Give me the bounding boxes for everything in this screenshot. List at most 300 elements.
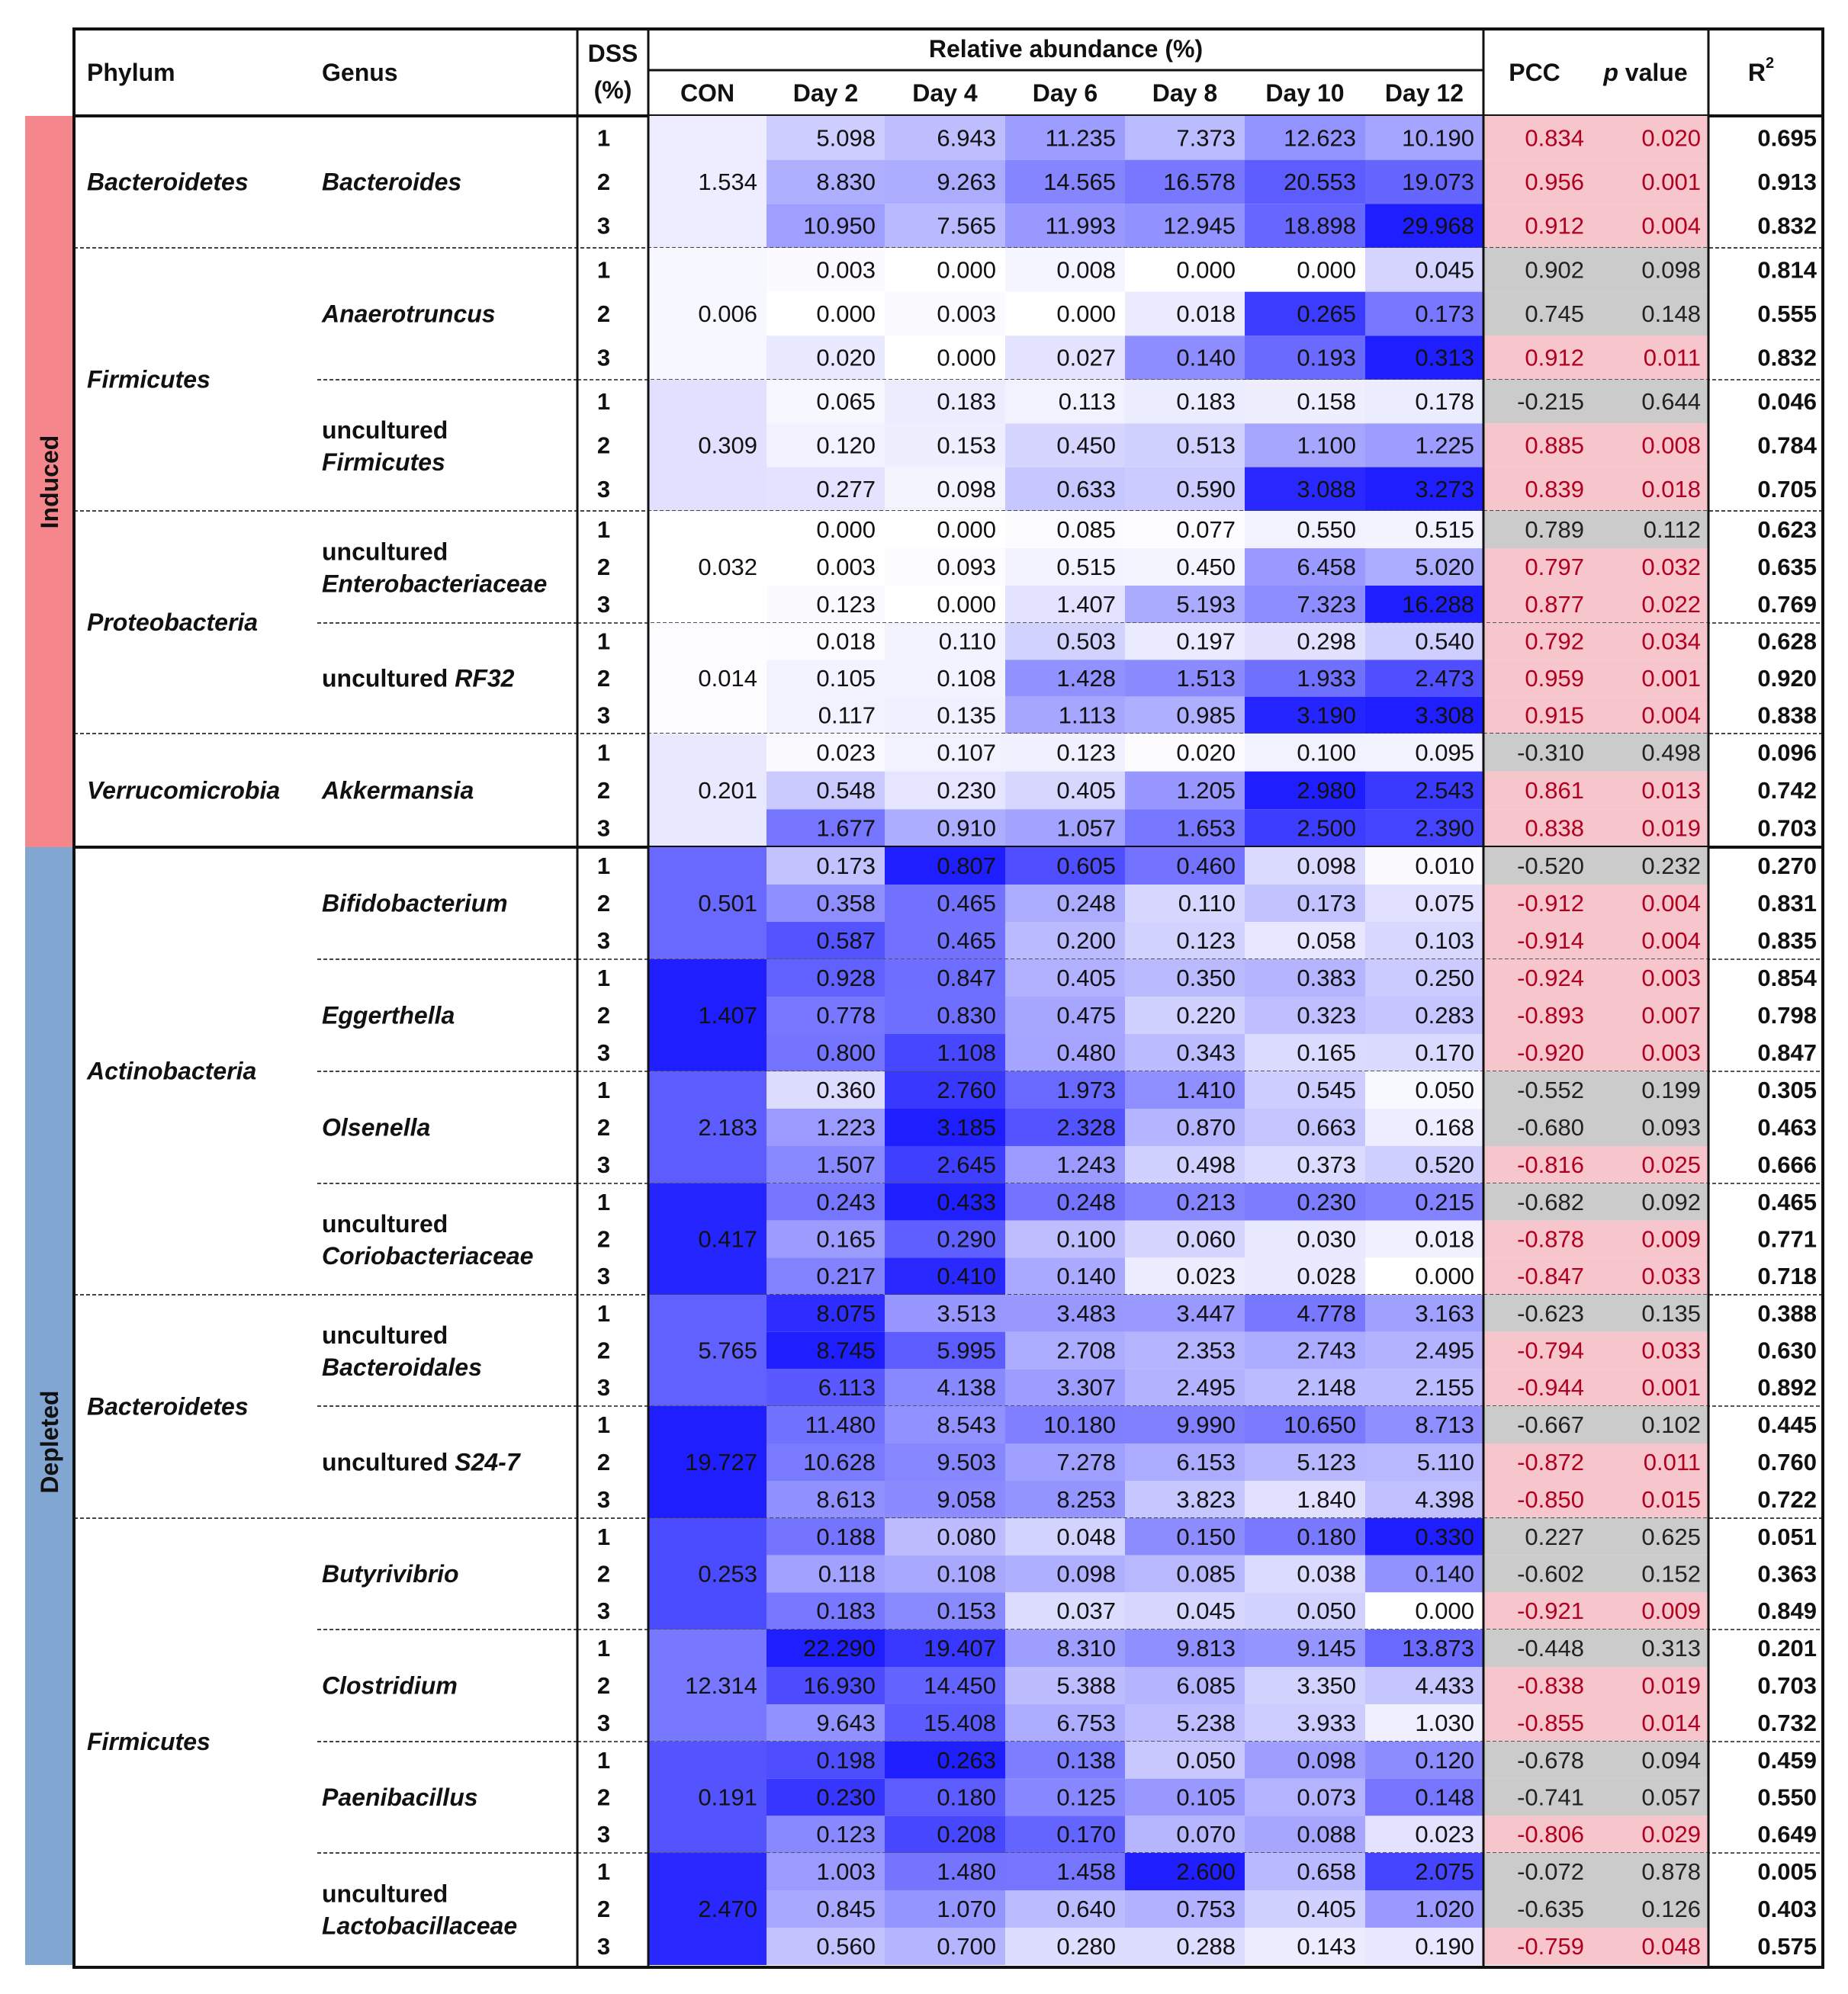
r2-value: 0.718: [1757, 1263, 1817, 1290]
pcc-value: -0.602: [1517, 1560, 1584, 1588]
genus-label: Olsenella: [322, 1113, 431, 1141]
pcc-value: 0.959: [1525, 665, 1584, 692]
day-value: 0.498: [1176, 1151, 1236, 1178]
header-day: Day 8: [1152, 79, 1218, 107]
day-value: 4.778: [1297, 1299, 1356, 1327]
day-value: 0.138: [1056, 1746, 1116, 1774]
p-value: 0.126: [1641, 1896, 1701, 1922]
day-value: 8.310: [1056, 1635, 1116, 1662]
day-value: 0.003: [937, 300, 996, 327]
p-value: 0.048: [1641, 1933, 1701, 1960]
day-value: 0.405: [1056, 965, 1116, 991]
header-day: Day 12: [1384, 79, 1464, 107]
day-value: 0.105: [816, 665, 876, 692]
dss-level: 1: [596, 516, 611, 543]
day-value: 0.515: [1415, 516, 1474, 543]
pcc-value: 0.885: [1525, 432, 1584, 459]
dss-level: 2: [596, 1114, 611, 1141]
phylum-label: Verrucomicrobia: [87, 776, 281, 804]
day-value: 0.045: [1176, 1597, 1236, 1625]
day-value: 0.190: [1415, 1933, 1474, 1960]
day-value: 0.143: [1297, 1933, 1356, 1960]
day-value: 0.107: [937, 739, 996, 766]
day-value: 15.408: [924, 1710, 996, 1736]
r2-value: 0.463: [1757, 1114, 1817, 1141]
dss-level: 2: [596, 554, 611, 580]
r2-value: 0.363: [1757, 1560, 1817, 1588]
dss-level: 1: [596, 1858, 611, 1885]
day-value: 6.753: [1056, 1710, 1116, 1736]
day-value: 12.945: [1163, 212, 1236, 239]
pcc-value: 0.912: [1525, 344, 1584, 371]
day-value: 6.153: [1176, 1449, 1236, 1475]
p-value: 0.003: [1641, 1039, 1701, 1066]
day-value: 1.070: [937, 1896, 996, 1922]
genus-label: Bacteroides: [322, 168, 462, 196]
dss-level: 1: [596, 1077, 611, 1103]
phylum-label: Firmicutes: [87, 365, 211, 393]
day-value: 0.520: [1415, 1151, 1474, 1178]
day-value: 0.123: [816, 591, 876, 618]
pcc-value: 0.877: [1525, 591, 1584, 618]
pcc-value: -0.838: [1517, 1672, 1584, 1699]
r2-value: 0.722: [1757, 1486, 1817, 1513]
day-value: 0.248: [1056, 890, 1116, 917]
day-value: 1.003: [816, 1858, 876, 1885]
day-value: 2.980: [1297, 777, 1356, 804]
day-value: 3.190: [1297, 702, 1356, 729]
day-value: 0.000: [1297, 256, 1356, 284]
day-value: 0.373: [1297, 1151, 1356, 1178]
genus-label: [322, 665, 515, 692]
phylum-label: Bacteroidetes: [87, 168, 249, 196]
p-value: 0.033: [1641, 1337, 1701, 1364]
r2-value: 0.784: [1757, 432, 1817, 459]
p-value: 0.008: [1641, 432, 1701, 459]
header-dss-unit: (%): [593, 76, 632, 104]
day-value: 2.500: [1297, 814, 1356, 842]
day-value: 8.745: [816, 1337, 876, 1364]
pcc-value: -0.850: [1517, 1486, 1584, 1513]
day-value: 0.263: [937, 1746, 996, 1774]
day-value: 0.605: [1056, 853, 1116, 879]
day-value: 0.845: [816, 1896, 876, 1922]
day-value: 0.560: [816, 1933, 876, 1960]
r2-value: 0.838: [1757, 702, 1817, 729]
day-value: 5.388: [1056, 1672, 1116, 1699]
day-value: 8.613: [816, 1486, 876, 1513]
con-value: 0.032: [698, 554, 757, 580]
genus-label-line: Firmicutes: [322, 448, 445, 476]
pcc-value: 0.834: [1525, 124, 1584, 152]
dss-level: 2: [596, 300, 611, 327]
day-value: 0.350: [1176, 965, 1236, 991]
r2-value: 0.760: [1757, 1449, 1817, 1475]
dss-level: 2: [596, 432, 611, 459]
header-day: Day 2: [792, 79, 859, 107]
p-value: 0.014: [1641, 1710, 1701, 1736]
dss-level: 3: [596, 475, 611, 503]
r2-value: 0.630: [1757, 1337, 1817, 1364]
r2-value: 0.445: [1757, 1411, 1817, 1438]
day-value: 0.465: [937, 890, 996, 917]
day-value: 1.223: [816, 1114, 876, 1141]
day-value: 0.515: [1056, 554, 1116, 580]
pcc-value: -0.678: [1517, 1746, 1584, 1774]
day-value: 0.475: [1056, 1002, 1116, 1029]
day-value: 9.643: [816, 1710, 876, 1736]
day-value: 1.113: [1058, 702, 1116, 729]
dss-level: 2: [596, 169, 611, 195]
day-value: 0.198: [816, 1746, 876, 1774]
day-value: 0.410: [937, 1263, 996, 1290]
pcc-value: -0.680: [1517, 1114, 1584, 1141]
dss-level: 2: [596, 1337, 611, 1364]
day-value: 0.010: [1415, 853, 1474, 879]
dss-level: 2: [596, 1784, 611, 1811]
header-day: Day 6: [1032, 79, 1098, 107]
p-value: 0.013: [1641, 777, 1701, 804]
day-value: 0.330: [1415, 1523, 1474, 1550]
p-value: 0.003: [1641, 965, 1701, 991]
header-relative-abundance: Relative abundance (%): [928, 35, 1204, 63]
day-value: 0.280: [1056, 1933, 1116, 1960]
day-value: 0.165: [1297, 1039, 1356, 1066]
day-value: 3.933: [1297, 1710, 1356, 1736]
day-value: 1.428: [1056, 665, 1116, 692]
day-value: 0.230: [816, 1784, 876, 1811]
day-value: 10.628: [803, 1449, 876, 1475]
day-value: 1.677: [816, 814, 876, 842]
pcc-value: -0.920: [1517, 1039, 1584, 1066]
r2-value: 0.769: [1757, 591, 1817, 618]
p-value: 0.093: [1641, 1114, 1701, 1141]
p-value: 0.011: [1643, 344, 1701, 371]
day-value: 16.288: [1402, 591, 1474, 618]
day-value: 0.248: [1056, 1188, 1116, 1215]
genus-label-line: uncultured: [322, 1321, 448, 1349]
header-p-italic: p: [1603, 59, 1618, 86]
day-value: 0.018: [1415, 1225, 1474, 1253]
header-p-value: [1602, 59, 1687, 86]
p-value: 0.135: [1641, 1299, 1701, 1327]
group-label: Depleted: [36, 1390, 63, 1494]
day-value: 1.108: [937, 1039, 996, 1066]
r2-value: 0.847: [1757, 1039, 1817, 1066]
day-value: 3.483: [1056, 1299, 1116, 1327]
day-value: 0.103: [1415, 927, 1474, 954]
day-value: 7.373: [1176, 124, 1236, 152]
pcc-value: 0.838: [1525, 814, 1584, 842]
day-value: 0.778: [816, 1002, 876, 1029]
day-value: 2.148: [1297, 1374, 1356, 1402]
day-value: 1.225: [1415, 432, 1474, 459]
dss-level: 1: [596, 256, 611, 284]
day-value: 0.800: [816, 1039, 876, 1066]
pcc-value: -0.215: [1517, 388, 1584, 416]
day-value: 8.253: [1056, 1486, 1116, 1513]
day-value: 18.898: [1284, 212, 1356, 239]
dss-level: 3: [596, 1710, 611, 1736]
r2-value: 0.832: [1757, 212, 1817, 239]
day-value: 0.098: [1056, 1560, 1116, 1588]
r2-value: 0.666: [1757, 1151, 1817, 1178]
day-value: 0.070: [1176, 1821, 1236, 1848]
r2-value: 0.096: [1757, 739, 1817, 766]
pcc-value: -0.914: [1517, 927, 1584, 954]
p-value: 0.018: [1641, 475, 1701, 503]
day-value: 0.120: [816, 432, 876, 459]
day-value: 11.235: [1045, 124, 1116, 152]
day-value: 0.358: [816, 890, 876, 917]
p-value: 0.001: [1641, 665, 1701, 692]
day-value: 0.050: [1297, 1597, 1356, 1625]
day-value: 1.933: [1297, 665, 1356, 692]
day-value: 0.183: [1176, 388, 1236, 416]
day-value: 12.623: [1284, 124, 1356, 152]
day-value: 1.205: [1176, 777, 1236, 804]
day-value: 0.465: [937, 927, 996, 954]
p-value: 0.007: [1641, 1002, 1701, 1029]
day-value: 0.168: [1415, 1114, 1474, 1141]
r2-value: 0.835: [1757, 927, 1817, 954]
day-value: 13.873: [1402, 1635, 1474, 1662]
day-value: 2.495: [1415, 1337, 1474, 1364]
r2-value: 0.046: [1757, 388, 1817, 416]
r2-value: 0.732: [1757, 1710, 1817, 1736]
day-value: 0.000: [1056, 300, 1116, 327]
day-value: 0.250: [1415, 965, 1474, 991]
day-value: 0.180: [937, 1784, 996, 1811]
day-value: 0.123: [1056, 739, 1116, 766]
day-value: 0.928: [816, 965, 876, 991]
day-value: 1.410: [1176, 1077, 1236, 1103]
r2-value: 0.388: [1757, 1299, 1817, 1327]
r2-value: 0.403: [1757, 1896, 1817, 1922]
r2-value: 0.623: [1757, 516, 1817, 543]
day-value: 0.290: [937, 1225, 996, 1253]
dss-level: 1: [596, 1411, 611, 1438]
day-value: 0.023: [816, 739, 876, 766]
day-value: 0.113: [1058, 388, 1116, 416]
day-value: 16.578: [1163, 169, 1236, 195]
genus-label: Akkermansia: [322, 776, 474, 804]
day-value: 0.360: [816, 1077, 876, 1103]
day-value: 0.383: [1297, 965, 1356, 991]
day-value: 0.200: [1056, 927, 1116, 954]
day-value: 9.503: [937, 1449, 996, 1475]
day-value: 0.150: [1176, 1523, 1236, 1550]
dss-level: 1: [596, 965, 611, 991]
con-value: 0.191: [698, 1784, 757, 1811]
day-value: 0.180: [1297, 1523, 1356, 1550]
day-value: 0.108: [937, 665, 996, 692]
day-value: 0.217: [816, 1263, 876, 1290]
day-value: 0.023: [1176, 1263, 1236, 1290]
day-value: 1.507: [816, 1151, 876, 1178]
day-value: 2.645: [937, 1151, 996, 1178]
p-value: 0.020: [1641, 124, 1701, 152]
con-value: 2.183: [698, 1114, 757, 1141]
con-value: 0.417: [698, 1225, 757, 1253]
r2-value: 0.814: [1757, 256, 1817, 284]
day-value: 0.503: [1056, 628, 1116, 655]
header-phylum: Phylum: [87, 59, 175, 86]
r2-value: 0.270: [1757, 853, 1817, 879]
day-value: 0.165: [816, 1225, 876, 1253]
day-value: 9.145: [1297, 1635, 1356, 1662]
day-value: 0.663: [1297, 1114, 1356, 1141]
day-value: 0.050: [1176, 1746, 1236, 1774]
day-value: 1.100: [1297, 432, 1356, 459]
p-value: 0.034: [1641, 628, 1701, 655]
p-value: 0.004: [1641, 702, 1701, 729]
day-value: 0.000: [1176, 256, 1236, 284]
day-value: 0.110: [938, 628, 996, 655]
day-value: 0.048: [1056, 1523, 1116, 1550]
day-value: 9.263: [937, 169, 996, 195]
day-value: 3.513: [937, 1299, 996, 1327]
r2-value: 0.635: [1757, 554, 1817, 580]
p-value: 0.004: [1641, 212, 1701, 239]
day-value: 0.027: [1056, 344, 1116, 371]
day-value: 0.277: [816, 475, 876, 503]
dss-level: 2: [596, 777, 611, 804]
day-value: 0.037: [1056, 1597, 1116, 1625]
genus-label: [322, 1449, 522, 1476]
r2-value: 0.849: [1757, 1597, 1817, 1625]
day-value: 0.153: [937, 432, 996, 459]
r2-value: 0.575: [1757, 1933, 1817, 1960]
header-day: Day 4: [912, 79, 978, 107]
p-value: 0.199: [1641, 1077, 1701, 1103]
genus-label-line: Lactobacillaceae: [322, 1912, 518, 1940]
pcc-value: -0.878: [1517, 1225, 1584, 1253]
pcc-value: -0.072: [1517, 1858, 1584, 1885]
pcc-value: -0.924: [1517, 965, 1584, 991]
day-value: 5.238: [1176, 1710, 1236, 1736]
pcc-value: -0.872: [1517, 1449, 1584, 1475]
pcc-value: -0.794: [1517, 1337, 1584, 1364]
day-value: 3.088: [1297, 475, 1356, 503]
day-value: 3.308: [1415, 702, 1474, 729]
genus-label-line: uncultured: [322, 538, 448, 566]
day-value: 0.100: [1056, 1225, 1116, 1253]
phylum-label: Proteobacteria: [87, 608, 259, 636]
dss-level: 1: [596, 739, 611, 766]
dss-level: 3: [596, 1933, 611, 1960]
day-value: 0.038: [1297, 1560, 1356, 1588]
day-value: 5.110: [1416, 1449, 1474, 1475]
day-value: 0.178: [1415, 388, 1474, 416]
day-value: 0.088: [1297, 1821, 1356, 1848]
day-value: 8.543: [937, 1411, 996, 1438]
day-value: 0.020: [1176, 739, 1236, 766]
pcc-value: 0.861: [1525, 777, 1584, 804]
dss-level: 2: [596, 1225, 611, 1253]
p-value: 0.025: [1641, 1151, 1701, 1178]
dss-level: 1: [596, 1299, 611, 1327]
dss-level: 1: [596, 1635, 611, 1662]
genus-label: Bifidobacterium: [322, 889, 508, 917]
genus-label-part: uncultured: [322, 664, 455, 692]
con-value: 0.006: [698, 300, 757, 327]
day-value: 9.990: [1176, 1411, 1236, 1438]
day-value: 0.183: [937, 388, 996, 416]
p-value: 0.009: [1641, 1597, 1701, 1625]
p-value: 0.092: [1641, 1188, 1701, 1215]
day-value: 0.170: [1056, 1821, 1116, 1848]
day-value: 0.003: [816, 554, 876, 580]
r2-value: 0.771: [1757, 1225, 1817, 1253]
genus-label-line: Bacteroidales: [322, 1353, 482, 1381]
dss-level: 3: [596, 814, 611, 842]
day-value: 0.000: [816, 300, 876, 327]
day-value: 0.158: [1297, 388, 1356, 416]
pcc-value: -0.921: [1517, 1597, 1584, 1625]
r2-value: 0.913: [1757, 169, 1817, 195]
day-value: 7.278: [1056, 1449, 1116, 1475]
day-value: 0.123: [1176, 927, 1236, 954]
pcc-value: 0.745: [1525, 300, 1584, 327]
day-value: 0.098: [1297, 853, 1356, 879]
pcc-value: -0.806: [1517, 1821, 1584, 1848]
day-value: 0.450: [1176, 554, 1236, 580]
p-value: 0.625: [1641, 1523, 1701, 1550]
pcc-value: 0.839: [1525, 475, 1584, 503]
p-value: 0.232: [1641, 853, 1701, 879]
day-value: 1.653: [1176, 814, 1236, 842]
day-value: 7.565: [937, 212, 996, 239]
day-value: 0.045: [1415, 256, 1474, 284]
dss-level: 3: [596, 591, 611, 618]
day-value: 0.213: [1176, 1188, 1236, 1215]
day-value: 0.450: [1056, 432, 1116, 459]
day-value: 0.343: [1176, 1039, 1236, 1066]
day-value: 0.003: [816, 256, 876, 284]
day-value: 6.085: [1176, 1672, 1236, 1699]
day-value: 0.077: [1176, 516, 1236, 543]
day-value: 0.170: [1415, 1039, 1474, 1066]
day-value: 1.973: [1056, 1077, 1116, 1103]
day-value: 10.180: [1043, 1411, 1116, 1438]
day-value: 1.480: [937, 1858, 996, 1885]
day-value: 2.600: [1176, 1858, 1236, 1885]
pcc-value: -0.635: [1517, 1896, 1584, 1922]
r2-value: 0.005: [1757, 1858, 1817, 1885]
day-value: 0.018: [816, 628, 876, 655]
day-value: 0.058: [1297, 927, 1356, 954]
day-value: 0.847: [937, 965, 996, 991]
dss-level: 2: [596, 665, 611, 692]
day-value: 2.390: [1415, 814, 1474, 842]
day-value: 0.173: [1415, 300, 1474, 327]
day-value: 0.028: [1297, 1263, 1356, 1290]
day-value: 4.138: [937, 1374, 996, 1402]
pcc-value: 0.797: [1525, 554, 1584, 580]
day-value: 0.018: [1176, 300, 1236, 327]
day-value: 0.085: [1176, 1560, 1236, 1588]
pcc-value: -0.552: [1517, 1077, 1584, 1103]
day-value: 0.283: [1415, 1002, 1474, 1029]
day-value: 0.140: [1415, 1560, 1474, 1588]
day-value: 16.930: [803, 1672, 876, 1699]
dss-level: 3: [596, 1821, 611, 1848]
pcc-value: 0.915: [1525, 702, 1584, 729]
dss-level: 3: [596, 1151, 611, 1178]
pcc-value: 0.912: [1525, 212, 1584, 239]
dss-level: 1: [596, 628, 611, 655]
